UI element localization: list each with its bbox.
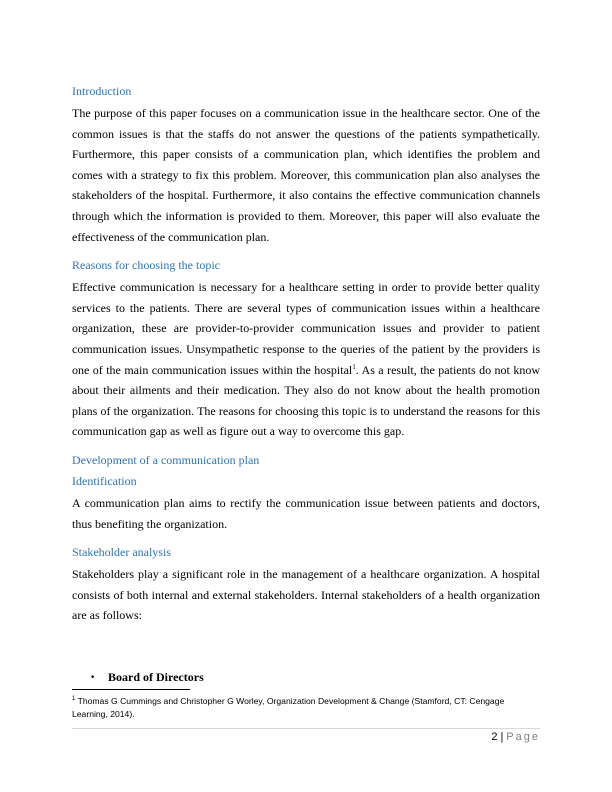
paragraph-reasons-part2: . As a result, the patients do not know about their ailments and their medication. They also do not know about the health promotion plans of the organization. The reasons for choosing this topic is to understand the reasons for this communication gap as well as figure out a way to overcome this gap.: [72, 362, 540, 439]
heading-stakeholder-analysis: Stakeholder analysis: [72, 545, 171, 560]
body-content: [72, 82, 540, 635]
footnote-number: 1: [72, 696, 76, 703]
page-number: 2: [491, 731, 498, 743]
heading-introduction: Introduction: [72, 84, 132, 98]
heading-identification: Identification: [72, 473, 137, 488]
page-footer: [491, 731, 540, 743]
paragraph-reasons: [72, 277, 540, 442]
page-label: Page: [506, 731, 540, 743]
paragraph-reasons-part1: Effective communication is necessary for a healthcare setting in order to provide better quality services to the patients. There are several types of communication issues within a healthcare organization, these are provider-to-provider communication issues and provider to patient communication issues. Unsympathetic response to the queries of the patient by the providers is one of the main communication issues within the hospital: [72, 280, 540, 377]
paragraph-introduction: The purpose of this paper focuses on a communication issue in the healthcare sector. One of the common issues is that the staffs do not answer the questions of the patients sympathetically. Furthermore, this paper consists of a communication plan, which identifies the problem and comes with a strategy to fix this problem. Moreover, this communication plan also analyses the stakeholders of the hospital. Furthermore, it also contains the effective communication channels through which the information is provided to them. Moreover, this paper will also evaluate the effectiveness of the communication plan.: [72, 106, 540, 244]
footnote-separator: [72, 689, 190, 690]
footnote-reference[interactable]: 1: [352, 362, 356, 371]
heading-reasons: Reasons for choosing the topic: [72, 258, 220, 273]
heading-development: Development of a communication plan: [72, 452, 260, 467]
bullet-icon: •: [90, 672, 96, 683]
footnote-text: Thomas G Cummings and Christopher G Worley, Organization Development & Change (Stamford, CT: Cengage Learning, 2014).: [72, 696, 505, 719]
footer-divider: [72, 728, 540, 729]
paragraph-identification: A communication plan aims to rectify the communication issue between patients and doctors, thus benefiting the organization.: [72, 495, 540, 531]
bullet-list-item: [90, 670, 204, 685]
footer-separator: |: [500, 731, 504, 743]
bullet-text: Board of Directors: [108, 670, 204, 684]
footnote: [72, 695, 540, 721]
paragraph-stakeholder-analysis: Stakeholders play a significant role in the management of a healthcare organization. A hospital consists of both internal and external stakeholders. Internal stakeholders of a health organization are as follows:: [72, 567, 540, 623]
